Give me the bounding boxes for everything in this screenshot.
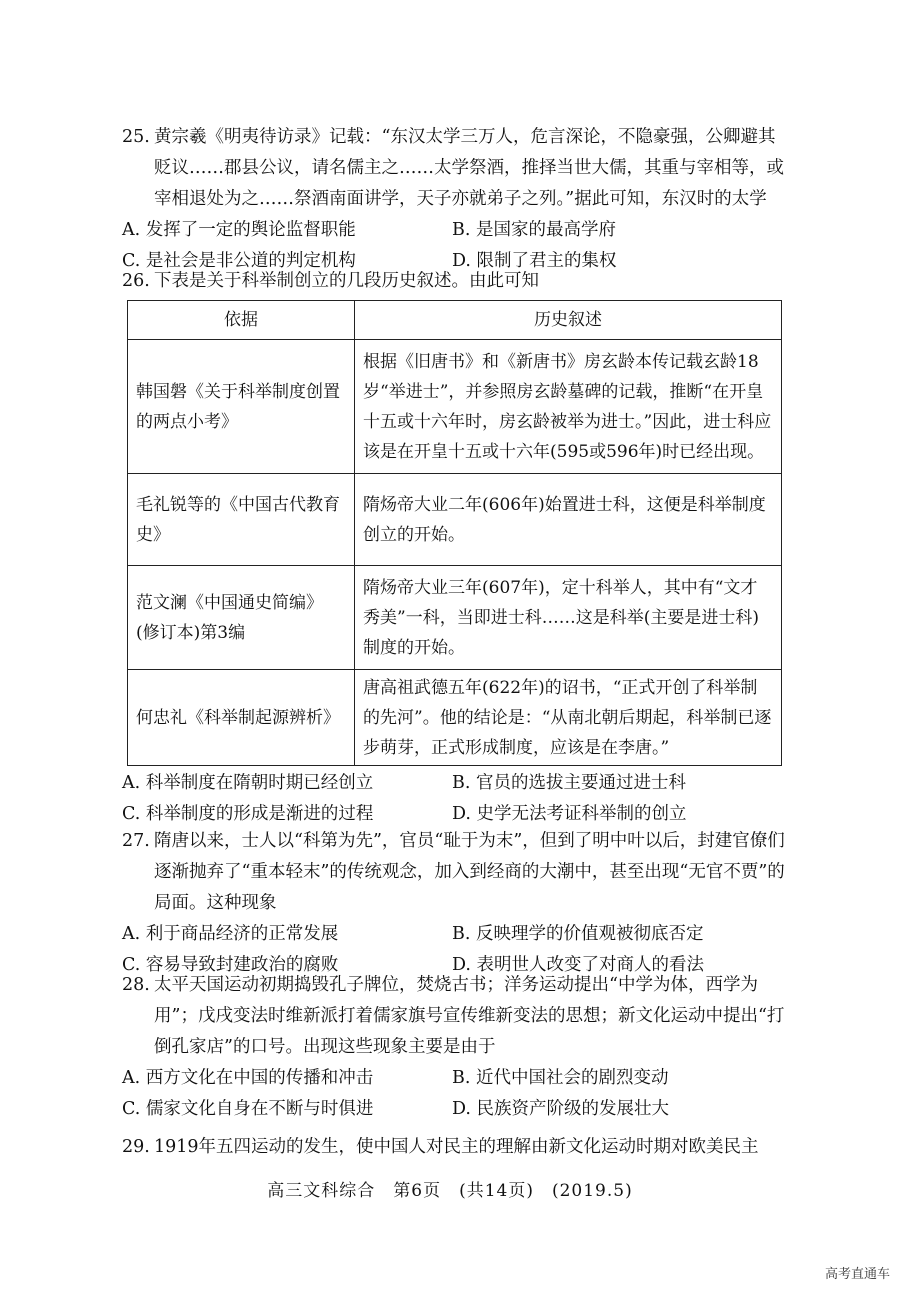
table-cell-source: 范文澜《中国通史简编》(修订本)第3编: [128, 566, 355, 670]
option-a[interactable]: A. 发挥了一定的舆论监督职能: [122, 220, 356, 240]
option-d[interactable]: D. 限制了君主的集权: [452, 251, 617, 271]
question-28: [122, 970, 792, 1125]
question-26-text: [122, 266, 792, 297]
option-d[interactable]: D. 史学无法考证科举制的创立: [452, 804, 687, 824]
table-row: [128, 474, 782, 566]
option-d[interactable]: D. 表明世人改变了对商人的看法: [452, 955, 705, 975]
question-28-options: [122, 1063, 792, 1125]
table-cell-narrative: 隋炀帝大业三年(607年)，定十科举人，其中有“文才秀美”一科，当即进士科……这是科举(主要是进士科)制度的开始。: [355, 566, 782, 670]
question-27-body: 隋唐以来，士人以“科第为先”，官员“耻于为末”，但到了明中叶以后，封建官僚们逐渐抛弃了“重本轻末”的传统观念，加入到经商的大潮中，甚至出现“无官不贾”的局面。这种现象: [154, 831, 785, 913]
option-c[interactable]: C. 是社会是非公道的判定机构: [122, 251, 356, 271]
table-cell-source: 何忠礼《科举制起源辨析》: [128, 670, 355, 766]
question-25-body: 黄宗羲《明夷待访录》记载：“东汉太学三万人，危言深论，不隐豪强，公卿避其贬议……郡县公议，请名儒主之……太学祭酒，推择当世大儒，其重与宰相等，或宰相退处为之……祭酒南面讲学，天子亦就弟子之列。”据此可知，东汉时的太学: [154, 127, 784, 209]
option-b[interactable]: B. 官员的选拔主要通过进士科: [452, 773, 686, 793]
option-c[interactable]: C. 儒家文化自身在不断与时俱进: [122, 1099, 374, 1119]
option-b[interactable]: B. 是国家的最高学府: [452, 220, 616, 240]
table-cell-narrative: 隋炀帝大业二年(606年)始置进士科，这便是科举制度创立的开始。: [355, 474, 782, 566]
question-28-body: 太平天国运动初期捣毁孔子牌位，焚烧古书；洋务运动提出“中学为体，西学为用”；戊戌变法时维新派打着儒家旗号宣传维新变法的思想；新文化运动中提出“打倒孔家店”的口号。出现这些现象主要是由于: [154, 975, 785, 1057]
question-29: [122, 1132, 792, 1164]
table-cell-narrative: 根据《旧唐书》和《新唐书》房玄龄本传记载玄龄18岁“举进士”，并参照房玄龄墓碑的记载，推断“在开皇十五或十六年时，房玄龄被举为进士。”因此，进士科应该是在开皇十五或十六年(595或596年)时已经出现。: [355, 340, 782, 474]
page-footer: 高三文科综合 第6页 (共14页) (2019.5): [267, 1181, 633, 1201]
option-c[interactable]: C. 科举制度的形成是渐进的过程: [122, 804, 374, 824]
question-27-text: [122, 826, 792, 919]
option-b[interactable]: B. 近代中国社会的剧烈变动: [452, 1068, 669, 1088]
question-29-body: 1919年五四运动的发生，使中国人对民主的理解由新文化运动时期对欧美民主: [154, 1137, 759, 1157]
option-a[interactable]: A. 科举制度在隋朝时期已经创立: [122, 773, 374, 793]
question-26-options: [122, 768, 792, 830]
question-28-number: 28.: [122, 975, 150, 995]
question-25-number: 25.: [122, 127, 150, 147]
table-cell-source: 韩国磐《关于科举制度创置的两点小考》: [128, 340, 355, 474]
table-header-narrative: 历史叙述: [355, 301, 782, 340]
option-c[interactable]: C. 容易导致封建政治的腐败: [122, 955, 339, 975]
table-row: [128, 566, 782, 670]
question-26: [122, 266, 792, 297]
option-a[interactable]: A. 利于商品经济的正常发展: [122, 924, 339, 944]
question-26-number: 26.: [122, 271, 150, 291]
question-25-text: [122, 122, 792, 215]
question-27-number: 27.: [122, 831, 150, 851]
table-row: [128, 670, 782, 766]
table-cell-narrative: 唐高祖武德五年(622年)的诏书，“正式开创了科举制的先河”。他的结论是：“从南北朝后期起，科举制已逐步萌芽，正式形成制度，应该是在李唐。”: [355, 670, 782, 766]
question-28-text: [122, 970, 792, 1063]
table-header-row: [128, 301, 782, 340]
option-a[interactable]: A. 西方文化在中国的传播和冲击: [122, 1068, 374, 1088]
watermark: 高考直通车: [824, 1267, 890, 1282]
table-header-source: 依据: [128, 301, 355, 340]
question-29-text: [122, 1132, 792, 1163]
option-b[interactable]: B. 反映理学的价值观被彻底否定: [452, 924, 704, 944]
question-26-options-block: [122, 768, 792, 830]
question-27: [122, 826, 792, 981]
table-cell-source: 毛礼锐等的《中国古代教育史》: [128, 474, 355, 566]
table-row: [128, 340, 782, 474]
question-29-number: 29.: [122, 1137, 150, 1157]
history-table: [127, 300, 782, 766]
question-26-body: 下表是关于科举制创立的几段历史叙述。由此可知: [154, 271, 539, 291]
option-d[interactable]: D. 民族资产阶级的发展壮大: [452, 1099, 670, 1119]
question-25: [122, 122, 792, 277]
